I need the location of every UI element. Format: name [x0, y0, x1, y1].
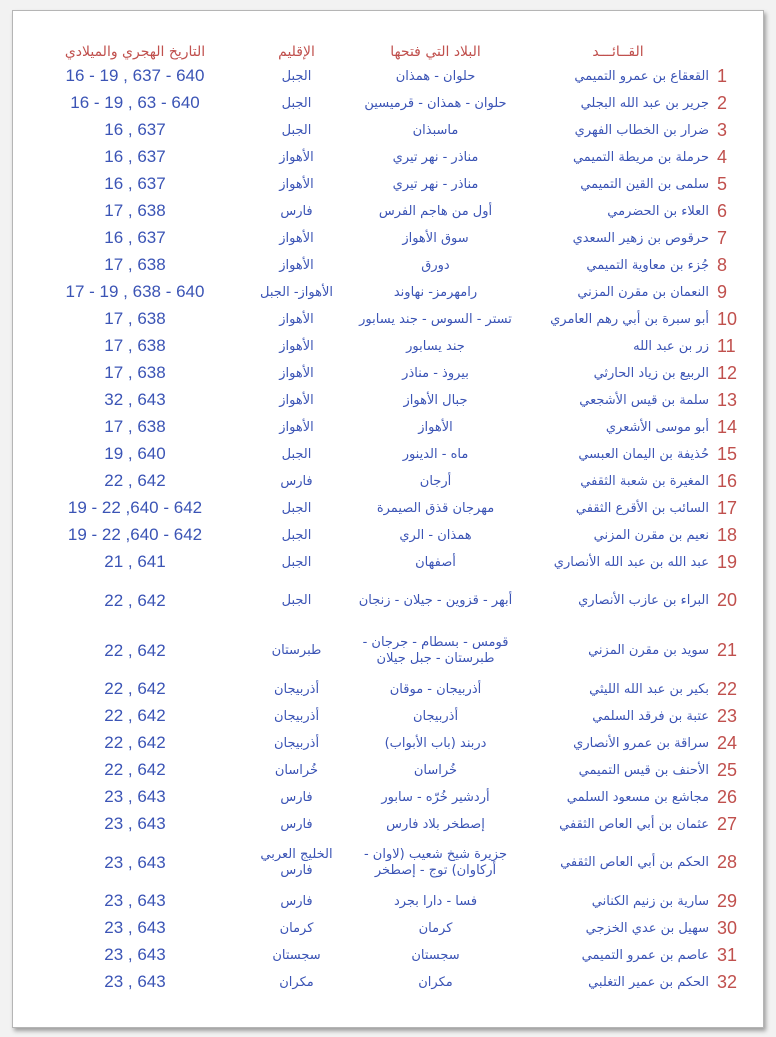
date-cell: 17 , 638 — [104, 309, 166, 329]
date-cell: 17 , 638 — [104, 255, 166, 275]
header-lands: البلاد التي فتحها — [390, 44, 481, 60]
date-cell: 16 , 637 — [104, 147, 166, 167]
region-cell: الجبل — [281, 554, 312, 570]
leader-cell: القعقاع بن عمرو التميمي — [574, 68, 709, 84]
row-number: 16 — [717, 470, 738, 491]
region-cell: الأهواز — [279, 176, 314, 192]
row-number: 10 — [717, 308, 738, 329]
region-cell: أذربيجان — [273, 708, 320, 724]
region-cell: طبرستان — [271, 643, 322, 659]
date-cell: 16 , 637 — [104, 228, 166, 248]
date-cell: 22 , 642 — [104, 760, 166, 780]
date-cell: 17 , 638 — [104, 417, 166, 437]
header-number — [713, 41, 753, 63]
lands-cell: ماسبذان — [412, 122, 459, 138]
table-row — [25, 942, 753, 969]
leader-cell: نعيم بن مقرن المزني — [593, 527, 709, 543]
table-row — [25, 703, 753, 730]
lands-cell: أذربيجان - موقان — [389, 681, 482, 697]
region-cell: الأهواز — [279, 230, 314, 246]
row-number: 30 — [717, 917, 738, 938]
row-number: 26 — [717, 786, 738, 807]
table-row — [25, 468, 753, 495]
date-cell: 23 , 643 — [104, 852, 166, 872]
row-number: 22 — [717, 678, 738, 699]
region-cell: فارس — [280, 893, 313, 909]
region-cell: الأهواز — [279, 257, 314, 273]
date-cell: 23 , 643 — [104, 972, 166, 992]
table-row — [25, 225, 753, 252]
leader-cell: حُذيفة بن اليمان العبسي — [578, 446, 709, 462]
table-row — [25, 838, 753, 888]
lands-cell: سجستان — [411, 947, 460, 963]
leader-cell: جُزء بن معاوية التميمي — [586, 257, 709, 273]
leader-cell: المغيرة بن شعبة الثقفي — [580, 473, 709, 489]
region-cell: أذربيجان — [273, 735, 320, 751]
header-leader: القــائـــد — [592, 44, 644, 60]
row-number: 24 — [717, 732, 738, 753]
table-row — [25, 730, 753, 757]
row-number: 29 — [717, 890, 738, 911]
table-row — [25, 441, 753, 468]
lands-cell: أبهر - قزوين - جيلان - زنجان — [358, 593, 513, 609]
row-number: 15 — [717, 443, 738, 464]
region-cell: فارس — [280, 789, 313, 805]
conquests-table — [25, 41, 753, 996]
lands-cell: فسا - دارا بجرد — [393, 893, 478, 909]
lands-cell: دربند (باب الأبواب) — [384, 735, 487, 751]
region-cell: كرمان — [279, 920, 314, 936]
table-row — [25, 757, 753, 784]
header-date: التاريخ الهجري والميلادي — [64, 44, 206, 60]
date-cell: 23 , 643 — [104, 814, 166, 834]
date-cell: 16 - 19 , 637 - 640 — [65, 66, 205, 86]
lands-cell: مناذر - نهر تيري — [392, 176, 479, 192]
date-cell: 19 , 640 — [104, 444, 166, 464]
table-row — [25, 117, 753, 144]
row-number: 19 — [717, 551, 738, 572]
table-row — [25, 811, 753, 838]
date-cell: 32 , 643 — [104, 390, 166, 410]
date-cell: 22 , 642 — [104, 733, 166, 753]
table-row — [25, 144, 753, 171]
date-cell: 22 , 642 — [104, 679, 166, 699]
leader-cell: عثمان بن أبي العاص الثقفي — [559, 816, 709, 832]
lands-cell: حلوان - همذان — [395, 68, 476, 84]
row-number: 18 — [717, 524, 738, 545]
row-number: 9 — [717, 281, 728, 302]
row-number: 20 — [717, 590, 738, 611]
lands-cell: خُراسان — [413, 762, 458, 778]
leader-cell: الحكم بن عمير التغلبي — [588, 974, 709, 990]
lands-cell: مناذر - نهر تيري — [392, 149, 479, 165]
lands-cell: أرجان — [419, 473, 452, 489]
leader-cell: سويد بن مقرن المزني — [588, 643, 709, 659]
lands-cell: إصطخر بلاد فارس — [386, 816, 485, 832]
date-cell: 16 - 19 , 63 - 640 — [70, 93, 200, 113]
table-row — [25, 915, 753, 942]
table-row — [25, 360, 753, 387]
table-header-row — [25, 41, 753, 63]
table-row — [25, 888, 753, 915]
row-number: 5 — [717, 173, 728, 194]
table-row — [25, 306, 753, 333]
document-frame — [12, 10, 764, 1028]
region-cell: الجبل — [281, 95, 312, 111]
leader-cell: الربيع بن زياد الحارثي — [593, 365, 709, 381]
region-cell: الأهواز — [279, 392, 314, 408]
date-cell: 23 , 643 — [104, 918, 166, 938]
lands-cell: جزيرة شيخ شعيب (لاوان - أركاوان) توج - إصطخر — [363, 847, 507, 878]
region-cell: الخليج العربي فارس — [260, 847, 333, 878]
date-cell: 22 , 642 — [104, 471, 166, 491]
leader-cell: حرقوص بن زهير السعدي — [572, 230, 709, 246]
leader-cell: سهيل بن عدي الخزجي — [585, 920, 709, 936]
row-number: 28 — [717, 852, 738, 873]
header-region: الإقليم — [278, 44, 315, 60]
row-number: 17 — [717, 497, 738, 518]
table-row — [25, 333, 753, 360]
region-cell: فارس — [280, 816, 313, 832]
leader-cell: سراقة بن عمرو الأنصاري — [573, 735, 709, 751]
lands-cell: مكران — [418, 974, 453, 990]
lands-cell: قومس - بسطام - جرجان - طبرستان - جبل جيلان — [362, 635, 509, 666]
region-cell: الجبل — [281, 122, 312, 138]
region-cell: الجبل — [281, 500, 312, 516]
lands-cell: جبال الأهواز — [403, 392, 468, 408]
row-number: 12 — [717, 362, 738, 383]
leader-cell: البراء بن عازب الأنصاري — [578, 593, 709, 609]
table-row — [25, 63, 753, 90]
lands-cell: أول من هاجم الفرس — [378, 203, 493, 219]
leader-cell: جرير بن عبد الله البجلي — [580, 95, 709, 111]
row-number: 25 — [717, 759, 738, 780]
region-cell: فارس — [280, 473, 313, 489]
row-number: 7 — [717, 227, 728, 248]
region-cell: الأهواز — [279, 311, 314, 327]
row-number: 1 — [717, 65, 728, 86]
lands-cell: الأهواز — [418, 419, 453, 435]
region-cell: الأهواز- الجبل — [259, 284, 334, 300]
table-row — [25, 576, 753, 626]
table-row — [25, 969, 753, 996]
lands-cell: سوق الأهواز — [402, 230, 469, 246]
lands-cell: رامهرمز- نهاوند — [393, 284, 478, 300]
region-cell: الجبل — [281, 527, 312, 543]
leader-cell: العلاء بن الحضرمي — [607, 203, 709, 219]
row-number: 14 — [717, 416, 738, 437]
region-cell: خُراسان — [274, 762, 319, 778]
lands-cell: جند يسابور — [406, 338, 465, 354]
row-number: 13 — [717, 389, 738, 410]
date-cell: 22 , 642 — [104, 590, 166, 610]
row-number: 8 — [717, 254, 728, 275]
region-cell: الجبل — [281, 68, 312, 84]
table-body — [25, 63, 753, 996]
row-number: 23 — [717, 705, 738, 726]
table-row — [25, 279, 753, 306]
leader-cell: زر بن عبد الله — [633, 338, 709, 354]
date-cell: 17 , 638 — [104, 336, 166, 356]
lands-cell: أذربيجان — [412, 708, 459, 724]
region-cell: الجبل — [281, 593, 312, 609]
date-cell: 23 , 643 — [104, 945, 166, 965]
table-row — [25, 495, 753, 522]
table-row — [25, 549, 753, 576]
date-cell: 23 , 643 — [104, 891, 166, 911]
date-cell: 21 , 641 — [104, 552, 166, 572]
date-cell: 17 - 19 , 638 - 640 — [65, 282, 205, 302]
table-row — [25, 252, 753, 279]
region-cell: فارس — [280, 203, 313, 219]
leader-cell: السائب بن الأقرع الثقفي — [575, 500, 709, 516]
table-row — [25, 626, 753, 676]
region-cell: الأهواز — [279, 419, 314, 435]
leader-cell: أبو سبرة بن أبي رهم العامري — [550, 311, 709, 327]
row-number: 21 — [717, 640, 738, 661]
date-cell: 19 - 22 ,640 - 642 — [67, 525, 203, 545]
table-row — [25, 676, 753, 703]
region-cell: الأهواز — [279, 149, 314, 165]
leader-cell: الحكم بن أبي العاص الثقفي — [560, 855, 709, 871]
table-row — [25, 414, 753, 441]
leader-cell: الأحنف بن قيس التميمي — [578, 762, 709, 778]
region-cell: الأهواز — [279, 338, 314, 354]
date-cell: 16 , 637 — [104, 120, 166, 140]
lands-cell: أردشير خُرّه - سابور — [381, 789, 490, 805]
table-row — [25, 784, 753, 811]
lands-cell: ماه - الدينور — [402, 446, 469, 462]
leader-cell: بكير بن عبد الله الليثي — [589, 681, 709, 697]
date-cell: 23 , 643 — [104, 787, 166, 807]
region-cell: أذربيجان — [273, 681, 320, 697]
lands-cell: دورق — [421, 257, 450, 273]
leader-cell: النعمان بن مقرن المزني — [577, 284, 709, 300]
leader-cell: مجاشع بن مسعود السلمي — [566, 789, 709, 805]
date-cell: 17 , 638 — [104, 201, 166, 221]
leader-cell: سلمى بن القين التميمي — [580, 176, 709, 192]
date-cell: 22 , 642 — [104, 640, 166, 660]
date-cell: 17 , 638 — [104, 363, 166, 383]
leader-cell: عاصم بن عمرو التميمي — [581, 947, 709, 963]
row-number: 2 — [717, 92, 728, 113]
table-row — [25, 171, 753, 198]
lands-cell: حلوان - همذان - قرميسين — [364, 95, 507, 111]
table-row — [25, 198, 753, 225]
lands-cell: تستر - السوس - جند يسابور — [359, 311, 512, 327]
leader-cell: ضرار بن الخطاب الفهري — [574, 122, 709, 138]
row-number: 3 — [717, 119, 728, 140]
lands-cell: أصفهان — [415, 554, 456, 570]
region-cell: الجبل — [281, 446, 312, 462]
leader-cell: حرملة بن مريطة التميمي — [572, 149, 709, 165]
row-number: 11 — [717, 335, 736, 356]
row-number: 32 — [717, 971, 738, 992]
lands-cell: كرمان — [418, 920, 453, 936]
table-row — [25, 522, 753, 549]
row-number: 27 — [717, 813, 738, 834]
date-cell: 22 , 642 — [104, 706, 166, 726]
date-cell: 16 , 637 — [104, 174, 166, 194]
region-cell: سجستان — [272, 947, 321, 963]
table-row — [25, 387, 753, 414]
region-cell: الأهواز — [279, 365, 314, 381]
leader-cell: عبد الله بن عبد الله الأنصاري — [553, 554, 709, 570]
lands-cell: مهرجان قذق الصيمرة — [376, 500, 495, 516]
leader-cell: سارية بن زنيم الكناني — [591, 893, 709, 909]
table-row — [25, 90, 753, 117]
row-number: 6 — [717, 200, 728, 221]
lands-cell: همذان - الري — [399, 527, 472, 543]
lands-cell: بيروذ - مناذر — [402, 365, 469, 381]
row-number: 31 — [717, 944, 738, 965]
region-cell: مكران — [279, 974, 314, 990]
date-cell: 19 - 22 ,640 - 642 — [67, 498, 203, 518]
leader-cell: أبو موسى الأشعري — [605, 419, 709, 435]
leader-cell: عتبة بن فرقد السلمي — [592, 708, 709, 724]
row-number: 4 — [717, 146, 728, 167]
leader-cell: سلمة بن قيس الأشجعي — [579, 392, 709, 408]
